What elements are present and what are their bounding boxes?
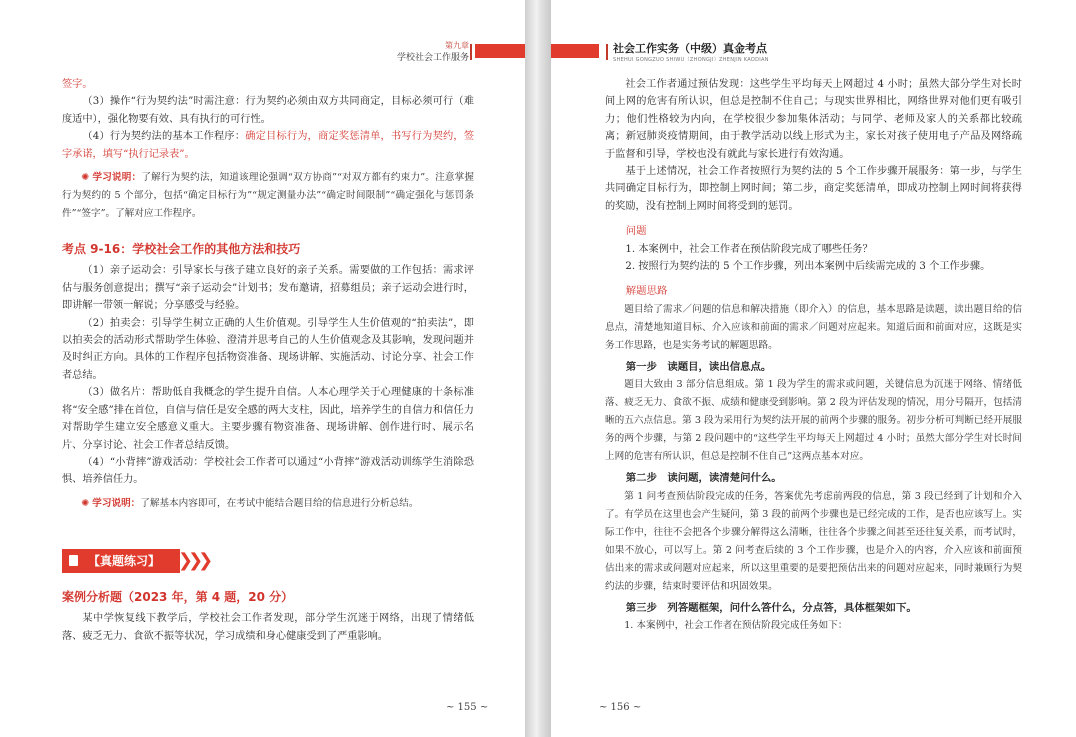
step-heading: 第一步 读题目，读出信息点。 <box>625 360 772 373</box>
paragraph: （3）做名片：帮助低自我概念的学生提升自信。人本心理学关于心理健康的十条标准将“安全感”排在首位，自信与信任是安全感的两大支柱，因此，培养学生的自信力和信任力对帮助学生建立安全感意义重大。主要步骤有物资准备、现场讲解、创作进行时、展示名片、分享讨论、社会工作者总结反馈。 <box>62 387 474 451</box>
book-title: 社会工作实务（中级）真金考点 <box>613 42 767 55</box>
solution-heading: 解题思路 <box>625 285 668 298</box>
left-page <box>0 0 525 737</box>
book-title-pinyin: SHEHUI GONGZUO SHIWU（ZHONGJI）ZHENJIN KAODIAN <box>613 57 769 63</box>
paragraph: 基于上述情况，社会工作者按照行为契约法的 5 个工作步骤开展服务：第一步，与学生共同确定目标行为，即控制上网时间；第二步，商定奖惩清单，即成功控制上网时间将获得的奖励，没有控制上网时间将受到的惩罚。 <box>605 166 1022 212</box>
right-running-header <box>613 40 769 63</box>
study-note-text: 了解基本内容即可，在考试中能结合题目给的信息进行分析总结。 <box>140 497 419 509</box>
study-note-text: 了解行为契约法，知道该理论强调“双方协商”“对双方都有约束力”。注意掌握行为契约的 5 个部分，包括“确定目标行为”“规定测量办法”“确定时间限制”“确定强化与惩罚条件”“签字”。了解对应工作程序。 <box>62 172 474 220</box>
study-note-label: 学习说明： <box>92 172 142 184</box>
header-divider <box>470 44 472 60</box>
banner-box <box>62 549 180 573</box>
study-note-label: 学习说明： <box>92 497 141 509</box>
step-heading: 第三步 列答题框架，问什么答什么，分点答，具体框架如下。 <box>625 601 917 614</box>
right-page <box>551 0 1076 737</box>
study-note <box>62 169 474 223</box>
header-accent-bar <box>475 44 525 58</box>
paragraph: （4）“小背摔”游戏活动：学校社会工作者可以通过“小背摔”游戏活动训练学生消除恐惧、培养信任力。 <box>62 456 474 486</box>
paragraph-highlight: 确定目标行为，商定奖惩清单，书写行为契约，签字承诺，填写“执行记录表”。 <box>62 131 475 160</box>
lightbulb-icon: ✺ <box>81 172 90 184</box>
question-item: 2. 按照行为契约法的 5 个工作步骤，列出本案例中后续需完成的 3 个工作步骤。 <box>625 261 991 273</box>
question-heading: 问题 <box>625 225 647 238</box>
study-note <box>62 495 474 513</box>
left-content <box>62 76 474 645</box>
chapter-title: 学校社会工作服务 <box>396 53 469 63</box>
page-number: ~ 156 ~ <box>599 702 642 713</box>
paragraph: 题目给了需求／问题的信息和解决措施（即介入）的信息，基本思路是读题，读出题目给的信息点，清楚地知道目标、介入应该和前面的需求／问题对应起来。知道后面和前面对应，这既是实务工作思路，也是实务考试的解题思路。 <box>605 303 1022 351</box>
paragraph: 签字。 <box>62 79 93 90</box>
chevron-arrows-icon: ❯❯❯ <box>178 549 209 571</box>
paragraph: （2）拍卖会：引导学生树立正确的人生价值观。引导学生人生价值观的“拍卖法”，即以拍卖会的活动形式帮助学生体验、澄清并思考自己的人生价值观念及其影响，发现问题并及时纠正方向。具体的工作程序包括物资准备、现场讲解、实施活动、讨论分享、社会工作者总结。 <box>62 317 474 381</box>
paragraph-lead: （4）行为契约法的基本工作程序： <box>82 131 246 143</box>
paragraph <box>62 128 474 163</box>
step-heading: 第二步 读问题，读清楚问什么。 <box>625 472 782 485</box>
paragraph: 社会工作者通过预估发现：这些学生平均每天上网超过 4 小时；虽然大部分学生对长时间上网的危害有所认识，但总是控制不住自己；与现实世界相比，网络世界对他们更有吸引力；他们性格较为内向，在学校很少参加集体活动；与同学、老师及家人的关系都比较疏离；新冠肺炎疫情期间，由于教学活动以线上形式为主，家长对孩子使用电子产品及网络疏于监督和引导，学校也没有就此与家长进行有效沟通。 <box>605 79 1022 160</box>
document-icon <box>69 555 78 566</box>
chapter-label: 第九章 <box>445 41 469 50</box>
left-running-header <box>397 40 469 64</box>
paragraph: 第 1 问考查预估阶段完成的任务，答案优先考虑前两段的信息，第 3 段已经到了计划和介入了。有学员在这里也会产生疑问，第 3 段的前两个步骤也是已经完成的工作，是否也应该写上。实际工作中，往往不会把各个步骤分解得这么清晰，往往各个步骤之间甚至还往复关系，而考试时，如果不放心，可以写上。第 2 问考查后续的 3 个工作步骤，也是介入的内容，介入应该和前面预估出来的需求或问题对应起来，所以这里重要的是要把预估出来的问题对应起来，同时兼顾行为契约法的步骤，结束时要评估和巩固效果。 <box>605 490 1022 592</box>
book-spine <box>525 0 551 737</box>
case-title: 案例分析题（2023 年，第 4 题，20 分） <box>62 589 294 604</box>
header-accent-bar <box>551 44 599 58</box>
paragraph: 1. 本案例中，社会工作者在预估阶段完成任务如下： <box>624 620 848 632</box>
paragraph: 某中学恢复线下教学后，学校社会工作者发现，部分学生沉迷于网络，出现了情绪低落、疲乏无力、食欲不振等状况，学习成绩和身心健康受到了严重影响。 <box>62 613 474 642</box>
header-divider <box>606 44 608 60</box>
banner-label: 【真题练习】 <box>88 553 161 568</box>
lightbulb-icon: ✺ <box>81 497 90 509</box>
paragraph: 题目大致由 3 部分信息组成。第 1 段为学生的需求或问题，关键信息为沉迷于网络、情绪低落、疲乏无力、食欲不振、成绩和健康受到影响。第 2 段为评估发现的情况，用分号隔开，包括清晰的五六点信息。第 3 段为采用行为契约法开展的前两个步骤的服务。初步分析可判断已经开展服务的两个步骤，与第 2 段问题中的“这些学生平均每天上网超过 4 小时；虽然大部分学生对长时间上网的危害有所认识，但总是控制不住自己”这两点基本对应。 <box>605 379 1022 463</box>
right-content <box>605 76 1022 635</box>
paragraph: （1）亲子运动会：引导家长与孩子建立良好的亲子关系。需要做的工作包括：需求评估与服务创意提出；撰写“亲子运动会”计划书；发布邀请，招募组员；亲子运动会进行时，即讲解一带领一解说；分享感受与经验。 <box>62 265 474 312</box>
section-title: 考点 9-16：学校社会工作的其他方法和技巧 <box>62 242 301 257</box>
page-number: ~ 155 ~ <box>446 702 489 713</box>
practice-banner <box>62 549 222 573</box>
question-item: 1. 本案例中，社会工作者在预估阶段完成了哪些任务？ <box>625 243 873 255</box>
paragraph: （3）操作“行为契约法”时需注意：行为契约必须由双方共同商定，目标必须可行（难度适中），强化物要有效、具有执行的可行性。 <box>62 96 474 125</box>
